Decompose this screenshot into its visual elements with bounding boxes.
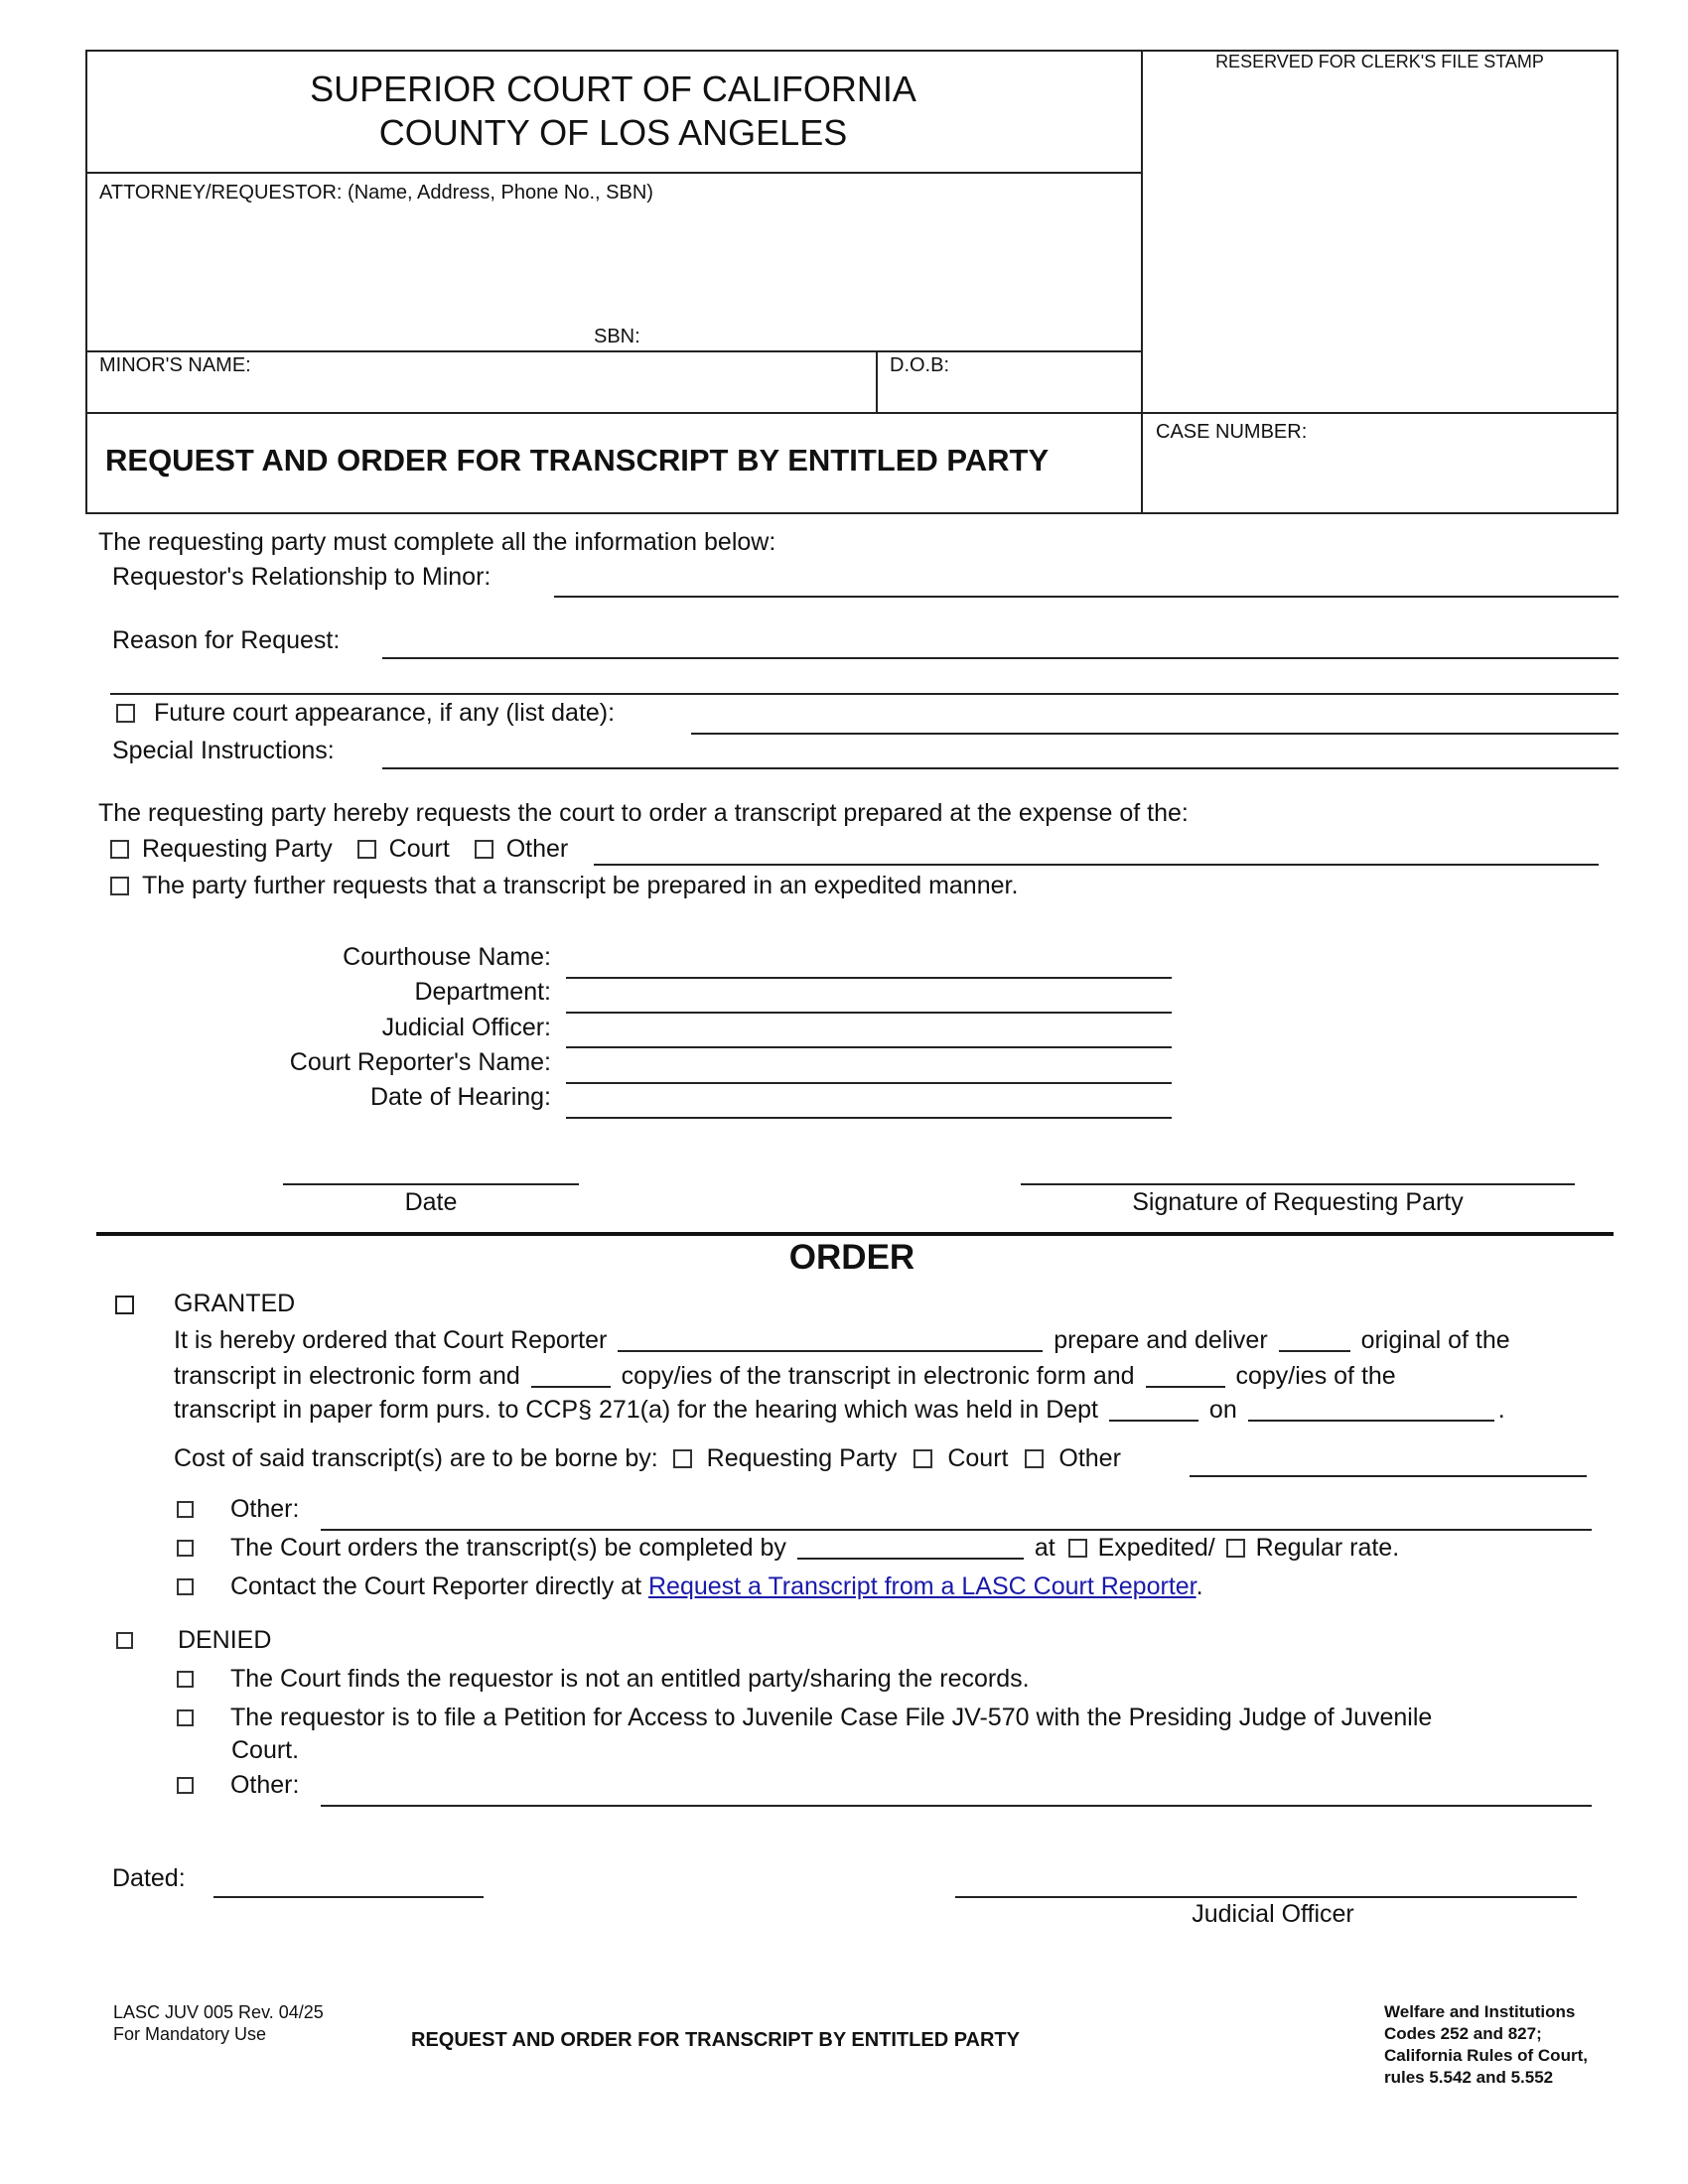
footer-codes-line2: Codes 252 and 827; xyxy=(1384,2024,1542,2043)
granted-other-checkbox[interactable] xyxy=(177,1501,194,1518)
granted-other-label: Other: xyxy=(229,1495,300,1523)
complete-by-date-input[interactable] xyxy=(797,1536,1024,1560)
cost-row xyxy=(174,1444,1121,1473)
expedited-rate-label: Expedited/ xyxy=(1097,1534,1215,1562)
order-title: ORDER xyxy=(788,1238,915,1277)
granted-line2-text-a: transcript in electronic form and xyxy=(174,1362,520,1390)
future-appearance-row xyxy=(116,699,615,728)
mandatory-use: For Mandatory Use xyxy=(113,2024,267,2044)
court-reporter-input[interactable] xyxy=(566,1082,1172,1084)
cost-court-checkbox[interactable] xyxy=(914,1449,932,1468)
contact-reporter-text: Contact the Court Reporter directly at xyxy=(229,1572,642,1600)
request-date-input[interactable] xyxy=(283,1183,579,1185)
hearing-date-input[interactable] xyxy=(566,1117,1172,1119)
dept-input[interactable] xyxy=(1109,1398,1198,1422)
denied-label: DENIED xyxy=(177,1626,272,1654)
denied-other-input[interactable] xyxy=(321,1805,1592,1807)
granted-line1-text-b: prepare and deliver xyxy=(1054,1326,1268,1354)
department-label: Department: xyxy=(414,978,551,1006)
request-signature-input[interactable] xyxy=(1021,1183,1575,1185)
granted-other-input[interactable] xyxy=(321,1529,1592,1531)
denied-other-row xyxy=(177,1771,299,1800)
expense-other-checkbox[interactable] xyxy=(475,840,493,859)
granted-line1-text-a: It is hereby ordered that Court Reporter xyxy=(174,1326,608,1354)
court-reporter-order-input[interactable] xyxy=(618,1328,1043,1352)
denied-other-checkbox[interactable] xyxy=(177,1777,194,1794)
complete-by-row xyxy=(177,1534,1399,1563)
special-instructions-label: Special Instructions: xyxy=(112,737,335,764)
judicial-officer-label: Judicial Officer: xyxy=(381,1014,551,1041)
petition-text-line2: Court. xyxy=(231,1736,300,1764)
reason-label: Reason for Request: xyxy=(112,626,341,654)
denied-row xyxy=(116,1626,271,1655)
expense-requesting-checkbox[interactable] xyxy=(110,840,129,859)
future-appearance-input[interactable] xyxy=(691,733,1618,735)
cost-requesting-label: Requesting Party xyxy=(706,1444,898,1472)
hearing-date-label: Date of Hearing: xyxy=(369,1083,551,1111)
reason-input[interactable] xyxy=(382,657,1618,659)
courthouse-input[interactable] xyxy=(566,977,1172,979)
contact-reporter-row: Contact the Court Reporter directly at Request a Transcript from a LASC Court Reporter. xyxy=(177,1572,1203,1601)
expense-other-label: Other xyxy=(505,835,569,863)
expedited-checkbox[interactable] xyxy=(110,877,129,895)
denied-other-label: Other: xyxy=(229,1771,300,1799)
not-entitled-row xyxy=(177,1665,1030,1694)
dob-input[interactable] xyxy=(884,377,1134,409)
judicial-officer-input[interactable] xyxy=(566,1046,1172,1048)
judicial-officer-signature-label: Judicial Officer xyxy=(1192,1900,1354,1928)
future-appearance-label: Future court appearance, if any (list date): xyxy=(153,699,616,727)
future-appearance-checkbox[interactable] xyxy=(116,704,135,723)
complete-by-text: The Court orders the transcript(s) be completed by xyxy=(229,1534,786,1562)
electronic-copies-input[interactable] xyxy=(531,1364,611,1388)
court-reporter-label: Court Reporter's Name: xyxy=(289,1048,551,1076)
granted-line1 xyxy=(174,1326,1510,1355)
complete-at-text: at xyxy=(1034,1534,1055,1562)
granted-line3-text-b: on xyxy=(1208,1396,1237,1424)
contact-reporter-checkbox[interactable] xyxy=(177,1578,194,1595)
request-date-label: Date xyxy=(404,1188,458,1216)
expedited-row xyxy=(110,872,1018,900)
form-id: LASC JUV 005 Rev. 04/25 xyxy=(113,2002,324,2022)
granted-line2 xyxy=(174,1362,1396,1391)
request-intro: The requesting party must complete all the information below: xyxy=(98,528,776,556)
footer-codes xyxy=(1384,2001,1588,2089)
sbn-label: SBN: xyxy=(594,326,640,347)
petition-text-line1: The requestor is to file a Petition for Access to Juvenile Case File JV-570 with the Presiding Judge of Juvenile xyxy=(229,1704,1433,1731)
granted-line1-text-c: original of the xyxy=(1360,1326,1510,1354)
not-entitled-text: The Court finds the requestor is not an entitled party/sharing the records. xyxy=(229,1665,1030,1693)
relationship-label: Requestor's Relationship to Minor: xyxy=(112,563,492,591)
granted-label: GRANTED xyxy=(174,1290,296,1317)
request-signature-label: Signature of Requesting Party xyxy=(1132,1188,1464,1216)
dob-label: D.O.B: xyxy=(890,354,950,376)
hearing-held-date-input[interactable] xyxy=(1248,1398,1494,1422)
minor-name-input[interactable] xyxy=(95,377,870,409)
petition-checkbox[interactable] xyxy=(177,1709,194,1726)
court-name-line2: COUNTY OF LOS ANGELES xyxy=(378,112,848,153)
case-number-label: CASE NUMBER: xyxy=(1156,421,1308,443)
granted-line2-text-c: copy/ies of the xyxy=(1235,1362,1396,1390)
granted-other-row xyxy=(177,1495,299,1524)
expense-requesting-label: Requesting Party xyxy=(141,835,333,863)
department-input[interactable] xyxy=(566,1012,1172,1014)
denied-checkbox[interactable] xyxy=(116,1632,133,1649)
granted-line2-text-b: copy/ies of the transcript in electronic form and xyxy=(621,1362,1135,1390)
dated-label: Dated: xyxy=(112,1864,186,1892)
court-name xyxy=(85,68,1141,155)
attorney-label: ATTORNEY/REQUESTOR: (Name, Address, Phone No., SBN) xyxy=(99,182,653,204)
form-title: REQUEST AND ORDER FOR TRANSCRIPT BY ENTITLED PARTY xyxy=(105,443,1050,478)
expedited-rate-checkbox[interactable] xyxy=(1068,1539,1087,1558)
footer-title: REQUEST AND ORDER FOR TRANSCRIPT BY ENTITLED PARTY xyxy=(411,2029,1020,2051)
cost-court-label: Court xyxy=(947,1444,1009,1472)
relationship-input[interactable] xyxy=(554,596,1618,598)
header-box-right xyxy=(1141,50,1618,514)
not-entitled-checkbox[interactable] xyxy=(177,1671,194,1688)
cost-other-label: Other xyxy=(1058,1444,1121,1472)
cost-other-input[interactable] xyxy=(1190,1475,1587,1477)
complete-by-checkbox[interactable] xyxy=(177,1540,194,1557)
request-transcript-link[interactable]: Request a Transcript from a LASC Court Reporter xyxy=(647,1572,1196,1600)
attorney-input[interactable] xyxy=(95,210,1128,322)
clerk-stamp-label: RESERVED FOR CLERK'S FILE STAMP xyxy=(1215,52,1544,71)
dated-input[interactable] xyxy=(213,1896,484,1898)
reason-input-line2[interactable] xyxy=(110,693,1618,695)
regular-rate-label: Regular rate. xyxy=(1255,1534,1400,1562)
cost-label: Cost of said transcript(s) are to be borne by: xyxy=(174,1444,658,1472)
granted-line3-text-a: transcript in paper form purs. to CCP§ 271(a) for the hearing which was held in Dept xyxy=(174,1396,1099,1424)
expense-court-checkbox[interactable] xyxy=(357,840,376,859)
special-instructions-input[interactable] xyxy=(382,767,1618,769)
judicial-officer-signature[interactable] xyxy=(955,1896,1577,1898)
footer-codes-line1: Welfare and Institutions xyxy=(1384,2002,1576,2021)
cost-other-checkbox[interactable] xyxy=(1025,1449,1044,1468)
expense-intro: The requesting party hereby requests the court to order a transcript prepared at the expense of the: xyxy=(98,799,1189,827)
expedited-label: The party further requests that a transcript be prepared in an expedited manner. xyxy=(141,872,1019,899)
footer-codes-line3: California Rules of Court, xyxy=(1384,2046,1588,2065)
cost-requesting-checkbox[interactable] xyxy=(673,1449,692,1468)
petition-row xyxy=(177,1704,1432,1732)
expense-options xyxy=(110,835,568,864)
regular-rate-checkbox[interactable] xyxy=(1226,1539,1245,1558)
granted-line3: transcript in paper form purs. to CCP§ 271(a) for the hearing which was held in Dept on . xyxy=(174,1396,1505,1424)
minor-name-label: MINOR'S NAME: xyxy=(99,354,251,376)
section-divider xyxy=(96,1232,1614,1236)
expense-other-input[interactable] xyxy=(594,864,1599,866)
footer-codes-line4: rules 5.542 and 5.552 xyxy=(1384,2068,1554,2087)
originals-count-input[interactable] xyxy=(1279,1328,1350,1352)
paper-copies-input[interactable] xyxy=(1146,1364,1225,1388)
granted-checkbox[interactable] xyxy=(115,1296,134,1314)
expense-court-label: Court xyxy=(388,835,450,863)
court-name-line1: SUPERIOR COURT OF CALIFORNIA xyxy=(310,68,916,109)
courthouse-label: Courthouse Name: xyxy=(343,943,551,971)
case-number-input[interactable] xyxy=(1152,449,1609,506)
